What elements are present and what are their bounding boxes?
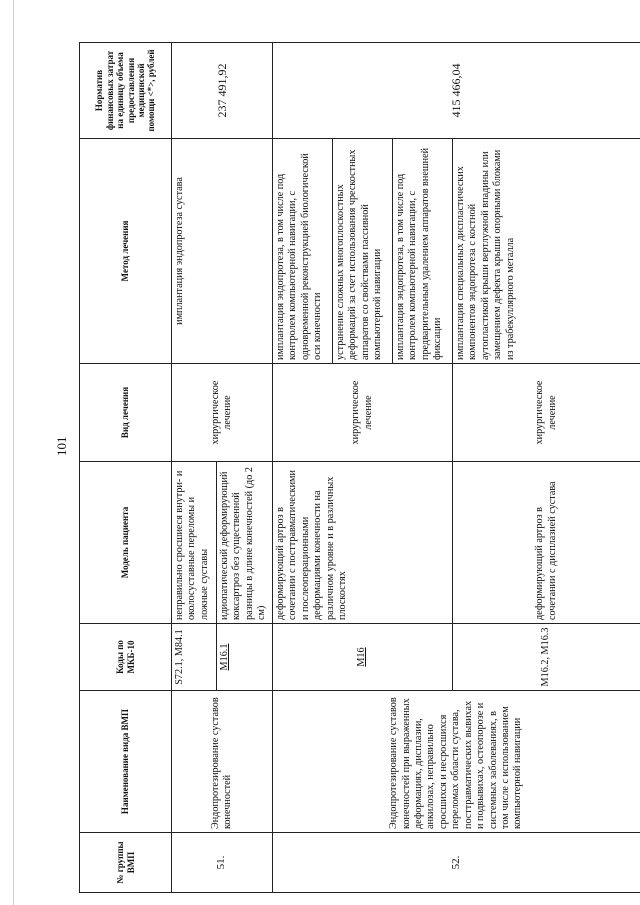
group-52-treatment-b: хирургическое лечение [453,364,640,462]
group-52-treatment-a: хирургическое лечение [273,364,453,462]
group-51-model-a: неправильно сросшиеся внутри- и околосуставные переломы и ложные суставы [172,462,217,624]
header-treatment-type: Вид лечения [80,364,172,462]
group-52-norm: 415 466,04 [273,43,640,139]
group-52-method-a2: устранение сложных многоплоскостных деформаций за счет использования чрескостных аппаратов со свойствами пассивной компьютерной навигации [333,139,393,364]
header-group: № группы ВМП [80,833,172,893]
page-edge-line [13,0,14,905]
rotated-table-container [79,43,640,893]
group-51-model-b: идиопатический деформирующий коксартроз без существенной разницы в длине конечностей (до 2 см) [217,462,273,624]
group-52-method-a3: имплантация эндопротеза, в том числе под контролем компьютерной навигации, с предварительным удалением аппаратов внешней фиксации [393,139,453,364]
group-51-method: имплантация эндопротеза сустава [172,139,273,364]
page-number: 101 [54,436,69,456]
group-51-number: 51. [172,833,273,893]
group-51-norm: 237 491,92 [172,43,273,139]
group-52-method-a1: имплантация эндопротеза, в том числе под контролем компьютерной навигации, с одновременной реконструкцией биологической оси конечности [273,139,333,364]
header-norm: Норматив финансовых затрат на единицу объема предоставления медицинской помощи <*>, рублей [80,43,172,139]
group-52-code-a: M16 [273,624,453,691]
group-51-name: Эндопротезирование суставов конечностей [172,691,273,833]
group-51-treatment: хирургическое лечение [172,364,273,462]
table-row [273,43,333,893]
group-52-model-b: деформирующий артроз в сочетании с дисплазией сустава [453,462,640,624]
vmp-table [79,42,640,893]
header-mkb-codes: Коды по МКБ-10 [80,624,172,691]
group-52-code-b: M16.2, M16.3 [453,624,640,691]
group-52-name: Эндопротезирование суставов конечностей при выраженных деформациях, дисплазии, анкилозах, неправильно сросшихся и несросшихся переломах области сустава, посттравматических вывихах и подвывихах, остеопорозе и системных заболеваниях, в том числе с использованием компьютерной навигации [273,691,640,833]
header-method: Метод лечения [80,139,172,364]
header-vmp-name: Наименование вида ВМП [80,691,172,833]
group-51-code-b: M16.1 [217,624,273,691]
header-patient-model: Модель пациента [80,462,172,624]
group-52-model-a: деформирующий артроз в сочетании с посттравматическими и послеоперационными деформациями конечности на различном уровне и в различных плоскостях [273,462,453,624]
group-52-number: 52. [273,833,640,893]
group-51-code-a: S72.1, M84.1 [172,624,217,691]
header-row [80,43,172,893]
group-52-method-b1: имплантация специальных диспластических компонентов эндопротеза с костной аутопластикой крыши вертлужной впадины или замещением дефекта крыши опорными блоками из трабекуллярного металла [453,139,640,364]
table-row [172,43,217,893]
